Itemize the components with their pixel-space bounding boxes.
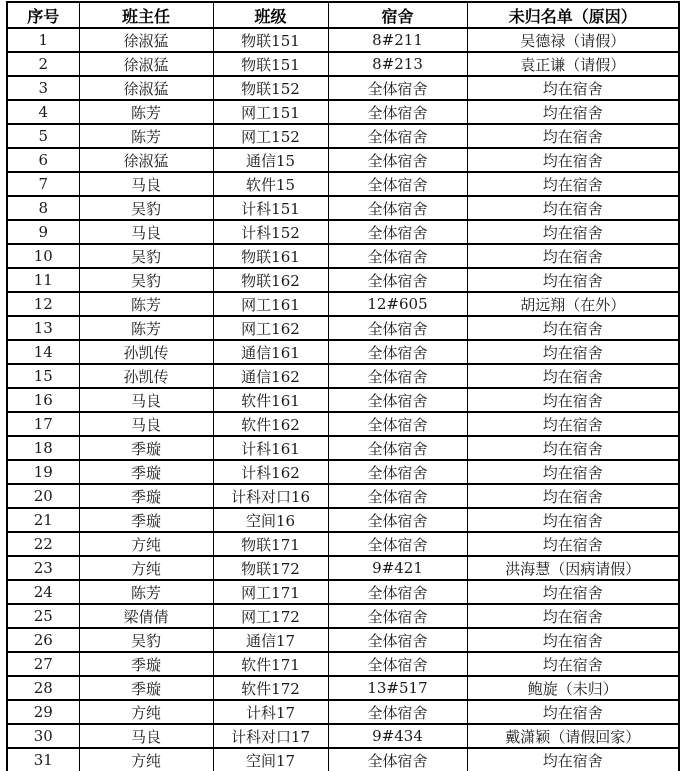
cell-class: 计科152 <box>213 220 328 244</box>
cell-number: 18 <box>7 436 79 460</box>
cell-number: 14 <box>7 340 79 364</box>
cell-number: 28 <box>7 676 79 700</box>
cell-number: 26 <box>7 628 79 652</box>
cell-absent: 均在宿舍 <box>467 172 679 196</box>
cell-absent: 均在宿舍 <box>467 484 679 508</box>
cell-dormitory: 全体宿舍 <box>328 700 467 724</box>
table-row <box>7 292 679 316</box>
header-row <box>7 2 679 28</box>
cell-dormitory: 12#605 <box>328 292 467 316</box>
cell-class: 通信161 <box>213 340 328 364</box>
cell-number: 2 <box>7 52 79 76</box>
cell-absent: 吴德禄（请假） <box>467 28 679 52</box>
cell-teacher: 孙凯传 <box>79 364 213 388</box>
cell-number: 4 <box>7 100 79 124</box>
cell-absent: 均在宿舍 <box>467 364 679 388</box>
cell-class: 网工162 <box>213 316 328 340</box>
cell-absent: 均在宿舍 <box>467 700 679 724</box>
cell-class: 软件171 <box>213 652 328 676</box>
cell-teacher: 季璇 <box>79 508 213 532</box>
cell-teacher: 马良 <box>79 388 213 412</box>
cell-dormitory: 全体宿舍 <box>328 460 467 484</box>
cell-dormitory: 全体宿舍 <box>328 268 467 292</box>
cell-dormitory: 全体宿舍 <box>328 172 467 196</box>
table-row <box>7 700 679 724</box>
cell-teacher: 马良 <box>79 412 213 436</box>
cell-absent: 均在宿舍 <box>467 412 679 436</box>
cell-absent: 胡远翔（在外） <box>467 292 679 316</box>
cell-class: 物联152 <box>213 76 328 100</box>
cell-dormitory: 9#421 <box>328 556 467 580</box>
table-row <box>7 412 679 436</box>
cell-number: 15 <box>7 364 79 388</box>
cell-teacher: 马良 <box>79 220 213 244</box>
cell-teacher: 吴豹 <box>79 268 213 292</box>
cell-absent: 均在宿舍 <box>467 460 679 484</box>
cell-absent: 均在宿舍 <box>467 268 679 292</box>
table-row <box>7 172 679 196</box>
table-row <box>7 268 679 292</box>
table-row <box>7 748 679 771</box>
cell-teacher: 方纯 <box>79 532 213 556</box>
cell-absent: 均在宿舍 <box>467 628 679 652</box>
table-row <box>7 724 679 748</box>
cell-dormitory: 9#434 <box>328 724 467 748</box>
cell-absent: 均在宿舍 <box>467 148 679 172</box>
cell-teacher: 陈芳 <box>79 292 213 316</box>
cell-class: 软件162 <box>213 412 328 436</box>
cell-teacher: 徐淑猛 <box>79 76 213 100</box>
cell-dormitory: 全体宿舍 <box>328 124 467 148</box>
cell-number: 7 <box>7 172 79 196</box>
cell-dormitory: 全体宿舍 <box>328 652 467 676</box>
cell-number: 9 <box>7 220 79 244</box>
column-header-teacher: 班主任 <box>79 2 213 28</box>
cell-class: 计科17 <box>213 700 328 724</box>
column-header-dormitory: 宿舍 <box>328 2 467 28</box>
cell-number: 11 <box>7 268 79 292</box>
cell-dormitory: 全体宿舍 <box>328 244 467 268</box>
cell-dormitory: 全体宿舍 <box>328 628 467 652</box>
cell-dormitory: 全体宿舍 <box>328 148 467 172</box>
cell-dormitory: 全体宿舍 <box>328 76 467 100</box>
cell-absent: 均在宿舍 <box>467 508 679 532</box>
cell-number: 22 <box>7 532 79 556</box>
cell-number: 5 <box>7 124 79 148</box>
cell-absent: 均在宿舍 <box>467 748 679 771</box>
cell-dormitory: 全体宿舍 <box>328 364 467 388</box>
cell-class: 网工172 <box>213 604 328 628</box>
cell-dormitory: 全体宿舍 <box>328 748 467 771</box>
cell-teacher: 季璇 <box>79 460 213 484</box>
cell-dormitory: 全体宿舍 <box>328 220 467 244</box>
cell-teacher: 吴豹 <box>79 628 213 652</box>
cell-dormitory: 全体宿舍 <box>328 436 467 460</box>
cell-class: 物联172 <box>213 556 328 580</box>
table-row <box>7 508 679 532</box>
cell-class: 空间16 <box>213 508 328 532</box>
cell-absent: 戴潇颖（请假回家） <box>467 724 679 748</box>
cell-absent: 均在宿舍 <box>467 436 679 460</box>
column-header-class: 班级 <box>213 2 328 28</box>
table-row <box>7 460 679 484</box>
cell-absent: 袁正谦（请假） <box>467 52 679 76</box>
table-row <box>7 652 679 676</box>
cell-dormitory: 全体宿舍 <box>328 484 467 508</box>
cell-dormitory: 全体宿舍 <box>328 340 467 364</box>
table-row <box>7 76 679 100</box>
cell-class: 软件172 <box>213 676 328 700</box>
cell-class: 网工161 <box>213 292 328 316</box>
cell-class: 物联151 <box>213 52 328 76</box>
cell-class: 计科162 <box>213 460 328 484</box>
table-row <box>7 52 679 76</box>
cell-dormitory: 8#213 <box>328 52 467 76</box>
cell-class: 计科151 <box>213 196 328 220</box>
cell-teacher: 梁倩倩 <box>79 604 213 628</box>
table-row <box>7 676 679 700</box>
cell-class: 空间17 <box>213 748 328 771</box>
cell-teacher: 马良 <box>79 724 213 748</box>
cell-number: 1 <box>7 28 79 52</box>
cell-absent: 均在宿舍 <box>467 388 679 412</box>
cell-teacher: 季璇 <box>79 676 213 700</box>
cell-absent: 均在宿舍 <box>467 652 679 676</box>
cell-class: 网工171 <box>213 580 328 604</box>
cell-class: 物联162 <box>213 268 328 292</box>
cell-teacher: 陈芳 <box>79 124 213 148</box>
table-row <box>7 556 679 580</box>
cell-teacher: 徐淑猛 <box>79 148 213 172</box>
cell-dormitory: 13#517 <box>328 676 467 700</box>
cell-number: 29 <box>7 700 79 724</box>
cell-absent: 均在宿舍 <box>467 532 679 556</box>
cell-teacher: 方纯 <box>79 748 213 771</box>
column-header-number: 序号 <box>7 2 79 28</box>
column-header-absent: 未归名单（原因） <box>467 2 679 28</box>
table-row <box>7 436 679 460</box>
cell-absent: 均在宿舍 <box>467 580 679 604</box>
cell-absent: 鲍旋（未归） <box>467 676 679 700</box>
cell-number: 25 <box>7 604 79 628</box>
cell-teacher: 徐淑猛 <box>79 28 213 52</box>
cell-dormitory: 全体宿舍 <box>328 100 467 124</box>
table-row <box>7 604 679 628</box>
cell-absent: 均在宿舍 <box>467 76 679 100</box>
cell-dormitory: 全体宿舍 <box>328 532 467 556</box>
table-row <box>7 340 679 364</box>
cell-teacher: 方纯 <box>79 700 213 724</box>
cell-class: 物联161 <box>213 244 328 268</box>
cell-teacher: 陈芳 <box>79 100 213 124</box>
cell-number: 3 <box>7 76 79 100</box>
table-row <box>7 580 679 604</box>
cell-class: 通信162 <box>213 364 328 388</box>
cell-dormitory: 全体宿舍 <box>328 604 467 628</box>
cell-teacher: 徐淑猛 <box>79 52 213 76</box>
table-row <box>7 244 679 268</box>
table-row <box>7 220 679 244</box>
cell-dormitory: 全体宿舍 <box>328 196 467 220</box>
cell-teacher: 马良 <box>79 172 213 196</box>
cell-teacher: 吴豹 <box>79 244 213 268</box>
cell-number: 21 <box>7 508 79 532</box>
cell-dormitory: 8#211 <box>328 28 467 52</box>
cell-class: 通信17 <box>213 628 328 652</box>
cell-class: 物联151 <box>213 28 328 52</box>
cell-class: 网工152 <box>213 124 328 148</box>
cell-number: 8 <box>7 196 79 220</box>
cell-dormitory: 全体宿舍 <box>328 388 467 412</box>
cell-number: 19 <box>7 460 79 484</box>
cell-dormitory: 全体宿舍 <box>328 316 467 340</box>
cell-class: 软件15 <box>213 172 328 196</box>
cell-teacher: 季璇 <box>79 436 213 460</box>
cell-number: 12 <box>7 292 79 316</box>
cell-class: 计科对口17 <box>213 724 328 748</box>
table-row <box>7 484 679 508</box>
cell-absent: 洪海慧（因病请假） <box>467 556 679 580</box>
cell-number: 30 <box>7 724 79 748</box>
cell-teacher: 孙凯传 <box>79 340 213 364</box>
cell-teacher: 季璇 <box>79 652 213 676</box>
table-row <box>7 388 679 412</box>
cell-class: 计科161 <box>213 436 328 460</box>
cell-number: 27 <box>7 652 79 676</box>
cell-number: 24 <box>7 580 79 604</box>
cell-teacher: 方纯 <box>79 556 213 580</box>
cell-number: 16 <box>7 388 79 412</box>
cell-absent: 均在宿舍 <box>467 220 679 244</box>
table-row <box>7 316 679 340</box>
table-row <box>7 124 679 148</box>
cell-absent: 均在宿舍 <box>467 604 679 628</box>
cell-teacher: 陈芳 <box>79 580 213 604</box>
table-row <box>7 196 679 220</box>
cell-absent: 均在宿舍 <box>467 316 679 340</box>
cell-absent: 均在宿舍 <box>467 340 679 364</box>
cell-number: 23 <box>7 556 79 580</box>
table-row <box>7 28 679 52</box>
cell-dormitory: 全体宿舍 <box>328 412 467 436</box>
cell-number: 20 <box>7 484 79 508</box>
table-row <box>7 628 679 652</box>
cell-dormitory: 全体宿舍 <box>328 580 467 604</box>
cell-class: 通信15 <box>213 148 328 172</box>
cell-teacher: 吴豹 <box>79 196 213 220</box>
dormitory-check-table <box>6 1 680 771</box>
table-row <box>7 364 679 388</box>
cell-class: 物联171 <box>213 532 328 556</box>
cell-class: 软件161 <box>213 388 328 412</box>
cell-class: 网工151 <box>213 100 328 124</box>
cell-absent: 均在宿舍 <box>467 244 679 268</box>
cell-teacher: 陈芳 <box>79 316 213 340</box>
cell-absent: 均在宿舍 <box>467 100 679 124</box>
cell-teacher: 季璇 <box>79 484 213 508</box>
cell-number: 17 <box>7 412 79 436</box>
cell-absent: 均在宿舍 <box>467 196 679 220</box>
cell-number: 31 <box>7 748 79 771</box>
cell-dormitory: 全体宿舍 <box>328 508 467 532</box>
table-row <box>7 148 679 172</box>
cell-number: 13 <box>7 316 79 340</box>
cell-number: 10 <box>7 244 79 268</box>
table-row <box>7 100 679 124</box>
cell-absent: 均在宿舍 <box>467 124 679 148</box>
table-row <box>7 532 679 556</box>
cell-number: 6 <box>7 148 79 172</box>
cell-class: 计科对口16 <box>213 484 328 508</box>
